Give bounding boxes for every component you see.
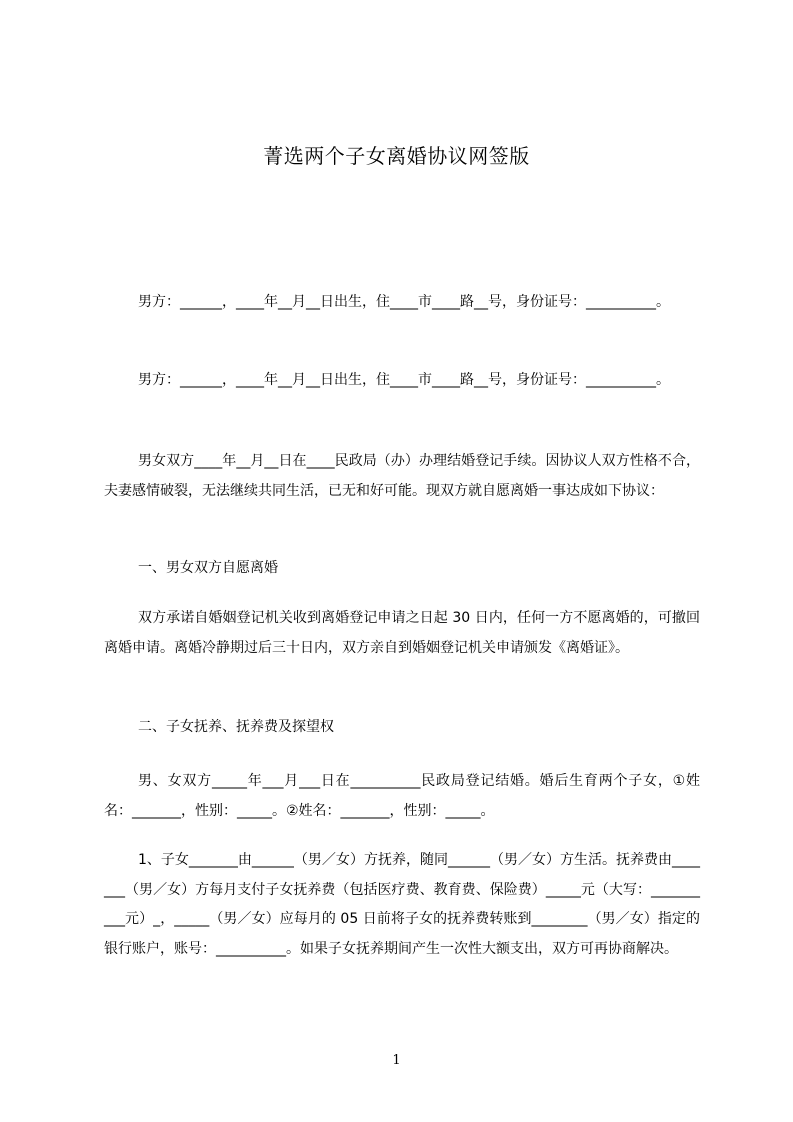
party-female-paragraph: 男方：______，____年__月__日出生，住____市____路__号，身份证号：__________。 (138, 372, 670, 388)
page-number: 1 (392, 1053, 401, 1068)
section2-intro-paragraph: 男、女双方_____年___月___日在__________民政局登记结婚。婚后生育两个子女，①姓名：_______，性别：_____。②姓名：_______，性别：_____。 (104, 773, 700, 819)
section2-item1-paragraph: 1、子女_______由______（男／女）方抚养，随同______（男／女）方生活。抚养费由_______（男／女）方每月支付子女抚养费（包括医疗费、教育费、保险费）_____元（大写：__________元）_，_____（男／女）应每月的 05 日前将子女的抚养费转账到________（男／女）指定的银行账户，账号：__________。如果子女抚养期间产生一次性大额支出，双方可再协商解决。 (104, 852, 700, 957)
section2-heading: 二、子女抚养、抚养费及探望权 (138, 719, 334, 735)
document-title: 菁选两个子女离婚协议网签版 (263, 144, 530, 168)
party-male-paragraph: 男方：______，____年__月__日出生，住____市____路__号，身份证号：__________。 (138, 294, 670, 310)
intro-paragraph: 男女双方____年__月__日在____民政局（办）办理结婚登记手续。因协议人双方性格不合，夫妻感情破裂，无法继续共同生活，已无和好可能。现双方就自愿离婚一事达成如下协议： (104, 453, 700, 499)
section1-heading: 一、男女双方自愿离婚 (138, 560, 278, 576)
section1-body: 双方承诺自婚姻登记机关收到离婚登记申请之日起 30 日内，任何一方不愿离婚的，可撤回离婚申请。离婚冷静期过后三十日内，双方亲自到婚姻登记机关申请颁发《离婚证》。 (104, 610, 700, 656)
